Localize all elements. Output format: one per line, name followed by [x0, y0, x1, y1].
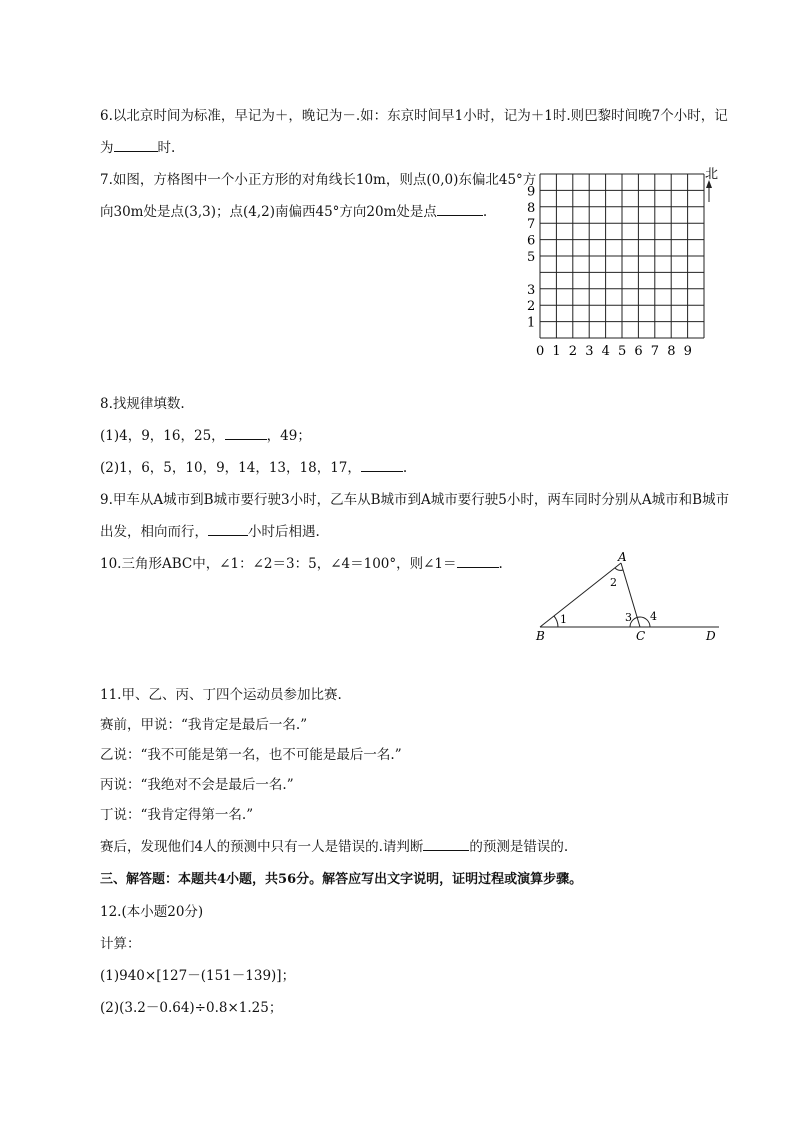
q11-line6-prefix: 赛后，发现他们4人的预测中只有一人是错误的.请判断 — [100, 839, 424, 855]
q8-part1-prefix: (1)4，9，16，25， — [100, 428, 225, 444]
q10-triangle-figure — [530, 548, 730, 648]
q6-line2 — [100, 136, 175, 156]
y-tick-label: 7 — [527, 217, 536, 233]
q7-line2-prefix: 向30m处是点(3,3)；点(4,2)南偏西45°方向20m处是点 — [100, 204, 437, 220]
y-tick-label: 6 — [527, 233, 536, 249]
q8-part2 — [100, 456, 407, 476]
grid-lines — [540, 174, 704, 338]
q11-line4: 丙说：“我绝对不会是最后一名.” — [100, 777, 294, 793]
x-tick-label: 9 — [683, 344, 692, 359]
q11-line1: 11.甲、乙、丙、丁四个运动员参加比赛. — [100, 687, 342, 703]
q9-line2 — [100, 520, 320, 540]
q12-part1: (1)940×[127－(151－139)]； — [100, 968, 296, 984]
x-tick-label: 2 — [568, 344, 578, 359]
q10-text-suffix: . — [498, 556, 503, 572]
x-tick-label: 7 — [650, 344, 660, 359]
x-tick-label: 5 — [618, 344, 627, 359]
q11-line2: 赛前，甲说：“我肯定是最后一名.” — [100, 717, 308, 733]
q6-line2-suffix: 时. — [157, 140, 176, 156]
angle2-arc — [615, 568, 623, 570]
q10-text-prefix: 10.三角形ABC中，∠1：∠2＝3：5，∠4＝100°，则∠1＝ — [100, 556, 457, 572]
q8-part1-suffix: ，49； — [266, 428, 311, 444]
q7-line2-suffix: . — [482, 204, 488, 220]
y-tick-label: 1 — [527, 315, 536, 331]
label-a: A — [618, 550, 627, 564]
label-angle2: 2 — [610, 576, 617, 589]
q8-part2-blank[interactable] — [361, 458, 403, 473]
q8-title: 8.找规律填数. — [100, 396, 185, 412]
x-tick-label: 6 — [634, 344, 643, 359]
q11-line3: 乙说：“我不可能是第一名，也不可能是最后一名.” — [100, 747, 402, 763]
side-ab — [540, 563, 621, 627]
q11-line5: 丁说：“我肯定得第一名.” — [100, 807, 254, 823]
q12-intro: 计算： — [100, 936, 141, 952]
y-tick-label: 2 — [527, 299, 536, 315]
q11-line6 — [100, 835, 568, 855]
label-c: C — [636, 629, 646, 643]
x-tick-label: 4 — [601, 344, 610, 359]
label-angle1: 1 — [560, 613, 567, 626]
q6-line2-prefix: 为 — [100, 140, 114, 156]
x-tick-label: 8 — [667, 344, 676, 359]
q10-answer-blank[interactable] — [457, 554, 499, 569]
q7-line1: 7.如图，方格图中一个小正方形的对角线长10m，则点(0,0)东偏北45°方 — [100, 172, 537, 188]
q12-part2: (2)(3.2－0.64)÷0.8×1.25； — [100, 1000, 283, 1016]
label-angle4: 4 — [650, 610, 657, 623]
x-tick-label: 1 — [552, 344, 561, 359]
q8-part2-suffix: . — [402, 460, 408, 476]
q9-line1: 9.甲车从A城市到B城市要行驶3小时，乙车从B城市到A城市要行驶5小时，两车同时分别从A城市和B城市 — [100, 492, 730, 508]
q11-answer-blank[interactable] — [423, 837, 469, 852]
y-tick-label: 5 — [527, 250, 536, 265]
q7-answer-blank[interactable] — [437, 202, 483, 217]
q7-line2 — [100, 200, 487, 220]
x-tick-label: 0 — [536, 344, 545, 359]
q9-line2-prefix: 出发，相向而行， — [100, 524, 208, 540]
y-tick-label: 9 — [527, 184, 536, 200]
north-label: 北 — [705, 167, 719, 182]
q7-grid-figure — [520, 160, 730, 360]
label-b: B — [536, 629, 545, 643]
q10-text — [100, 552, 503, 572]
q9-answer-blank[interactable] — [208, 522, 248, 537]
north-arrow — [705, 167, 718, 202]
y-tick-label: 8 — [527, 200, 536, 216]
q11-line6-suffix: 的预测是错误的. — [469, 839, 569, 855]
section3-heading: 三、解答题：本题共4小题，共56分。解答应写出文字说明，证明过程或演算步骤。 — [100, 872, 583, 887]
q9-line2-suffix: 小时后相遇. — [248, 524, 320, 540]
y-tick-label: 3 — [527, 282, 536, 298]
q8-part1 — [100, 424, 311, 444]
q6-answer-blank[interactable] — [114, 138, 158, 153]
label-d: D — [706, 629, 716, 643]
q8-part2-prefix: (2)1，6，5，10，9，14，13，18，17， — [100, 460, 361, 476]
label-angle3: 3 — [625, 611, 632, 624]
q6-line1: 6.以北京时间为标准，早记为＋，晚记为－.如：东京时间早1小时，记为＋1时.则巴黎时间晚7个小时，记 — [100, 108, 728, 124]
x-tick-label: 3 — [585, 344, 594, 359]
angle1-arc — [554, 616, 558, 627]
q8-part1-blank[interactable] — [225, 426, 267, 441]
q12-title: 12.(本小题20分) — [100, 904, 204, 920]
